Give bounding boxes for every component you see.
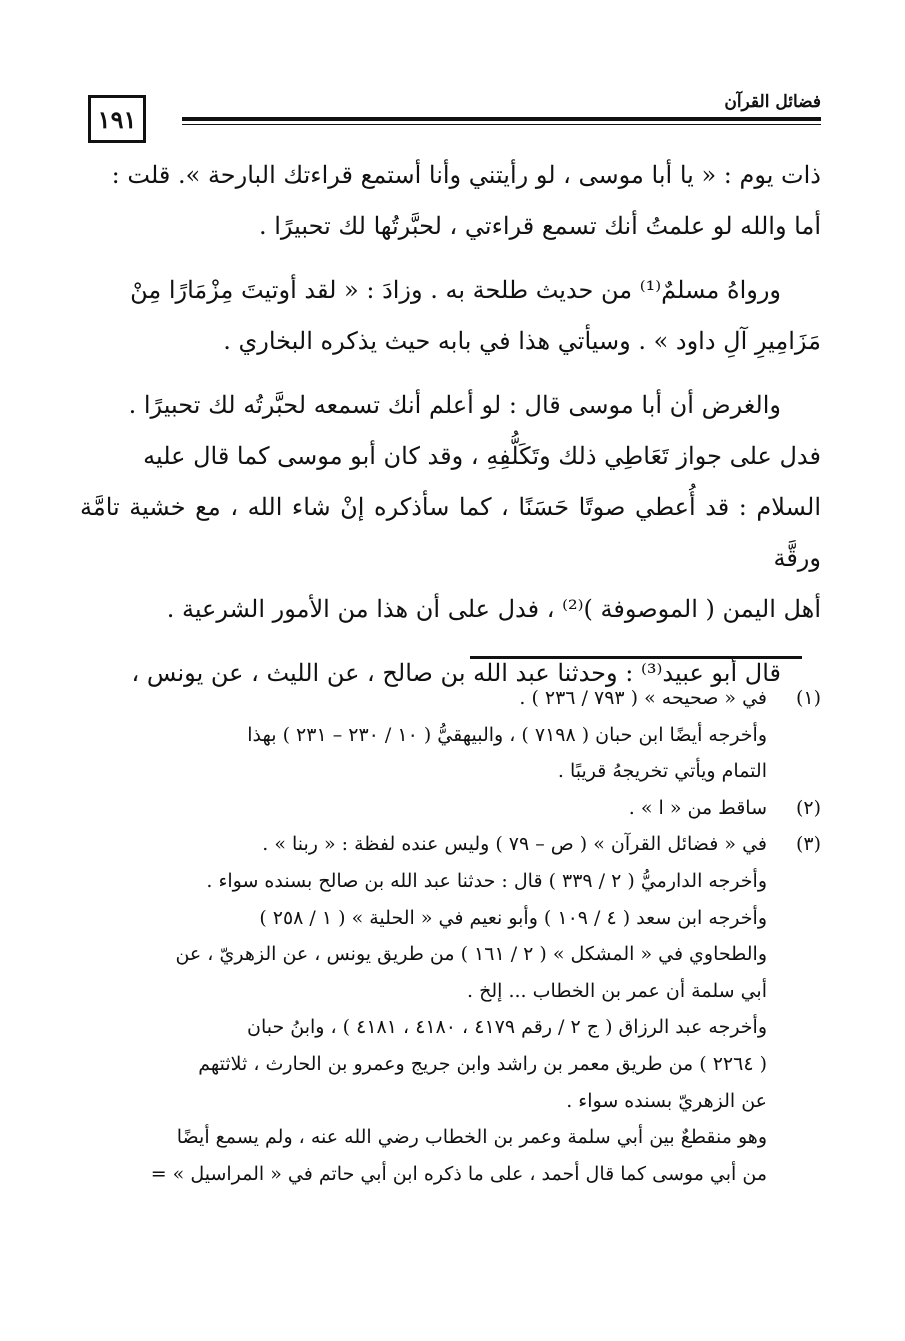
paragraph-3 [80, 380, 821, 635]
text-line: أهل اليمن ( الموصوفة )⁽²⁾ ، فدل على أن هذا من الأمور الشرعية . [166, 595, 821, 623]
text-line: ذات يوم : « يا أبا موسى ، لو رأيتني وأنا أستمع قراءتك البارحة ». قلت : [111, 161, 821, 189]
footnote-line: ساقط من « ا » . [628, 796, 767, 819]
paragraph-1 [80, 150, 821, 252]
footnote-1 [80, 680, 821, 790]
footnote-3 [80, 826, 821, 1192]
footnote-line: وهو منقطعٌ بين أبي سلمة وعمر بن الخطاب رضي الله عنه ، ولم يسمع أيضًا [176, 1126, 767, 1149]
header-rule [182, 117, 821, 121]
footnote-line: وأخرجه ابن سعد ( ٤ / ١٠٩ ) وأبو نعيم في « الحلية » ( ١ / ٢٥٨ ) [259, 906, 767, 929]
running-title: فضائل القرآن [724, 92, 821, 112]
text-line: مَزَامِيرِ آلِ داود » . وسيأتي هذا في بابه حيث يذكره البخاري . [223, 327, 821, 355]
footnote-line: وأخرجه الدارميُّ ( ٢ / ٣٣٩ ) قال : حدثنا عبد الله بن صالح بسنده سواء . [206, 869, 767, 892]
footnote-line: وأخرجه أيضًا ابن حبان ( ٧١٩٨ ) ، والبيهقيُّ ( ١٠ / ٢٣٠ – ٢٣١ ) بهذا [247, 723, 767, 746]
footnote-text [80, 826, 767, 1192]
footnote-line: التمام ويأتي تخريجهُ قريبًا . [557, 760, 767, 783]
footnote-number: (٣) [795, 833, 821, 856]
text-line: السلام : قد أُعطي صوتًا حَسَنًا ، كما سأذكره إنْ شاء الله ، مع خشية تامَّة ورقَّة [80, 493, 821, 572]
footnote-number: (٢) [795, 796, 821, 819]
footnotes [80, 680, 821, 1192]
footnote-separator [470, 656, 802, 659]
footnote-line: أبي سلمة أن عمر بن الخطاب ... إلخ . [467, 979, 767, 1002]
footnote-line: من أبي موسى كما قال أحمد ، على ما ذكره ابن أبي حاتم في « المراسيل » = [150, 1162, 767, 1185]
footnote-line: في « فضائل القرآن » ( ص – ٧٩ ) وليس عنده لفظة : « ربنا » . [262, 833, 767, 856]
footnote-line: وأخرجه عبد الرزاق ( ج ٢ / رقم ٤١٧٩ ، ٤١٨٠ ، ٤١٨١ ) ، وابنُ حبان [247, 1016, 767, 1039]
text-line: قال أبو عبيد⁽³⁾ : وحدثنا عبد الله بن صالح ، عن الليث ، عن يونس ، [131, 659, 781, 687]
text-line: والغرض أن أبا موسى قال : لو أعلم أنك تسمعه لحبَّرتُه لك تحبيرًا . [128, 391, 781, 419]
paragraph-2 [80, 265, 821, 367]
header-rule-thin [182, 124, 821, 125]
footnote-line: ( ٢٢٦٤ ) من طريق معمر بن راشد وابن جريج وعمرو بن الحارث ، ثلاثتهم [198, 1052, 767, 1075]
footnote-line: عن الزهريّ بسنده سواء . [566, 1089, 767, 1112]
footnote-line: والطحاوي في « المشكل » ( ٢ / ١٦١ ) من طريق يونس ، عن الزهريّ ، عن [175, 943, 767, 966]
text-line: ورواهُ مسلمٌ⁽¹⁾ من حديث طلحة به . وزادَ : « لقد أوتيتَ مِزْمَارًا مِنْ [130, 276, 781, 304]
main-text [80, 150, 821, 699]
footnote-text [80, 790, 767, 827]
footnote-line: في « صحيحه » ( ٧٩٣ / ٢٣٦ ) . [519, 687, 767, 709]
page-number: ١٩١ [88, 95, 146, 143]
footnote-2 [80, 790, 821, 827]
text-line: أما والله لو علمتُ أنك تسمع قراءتي ، لحبَّرتُها لك تحبيرًا . [258, 212, 821, 240]
text-line: فدل على جواز تَعَاطِي ذلك وتَكَلُّفِهِ ، وقد كان أبو موسى كما قال عليه [143, 442, 821, 470]
footnote-text [80, 680, 767, 790]
footnote-number: (١) [795, 687, 821, 709]
